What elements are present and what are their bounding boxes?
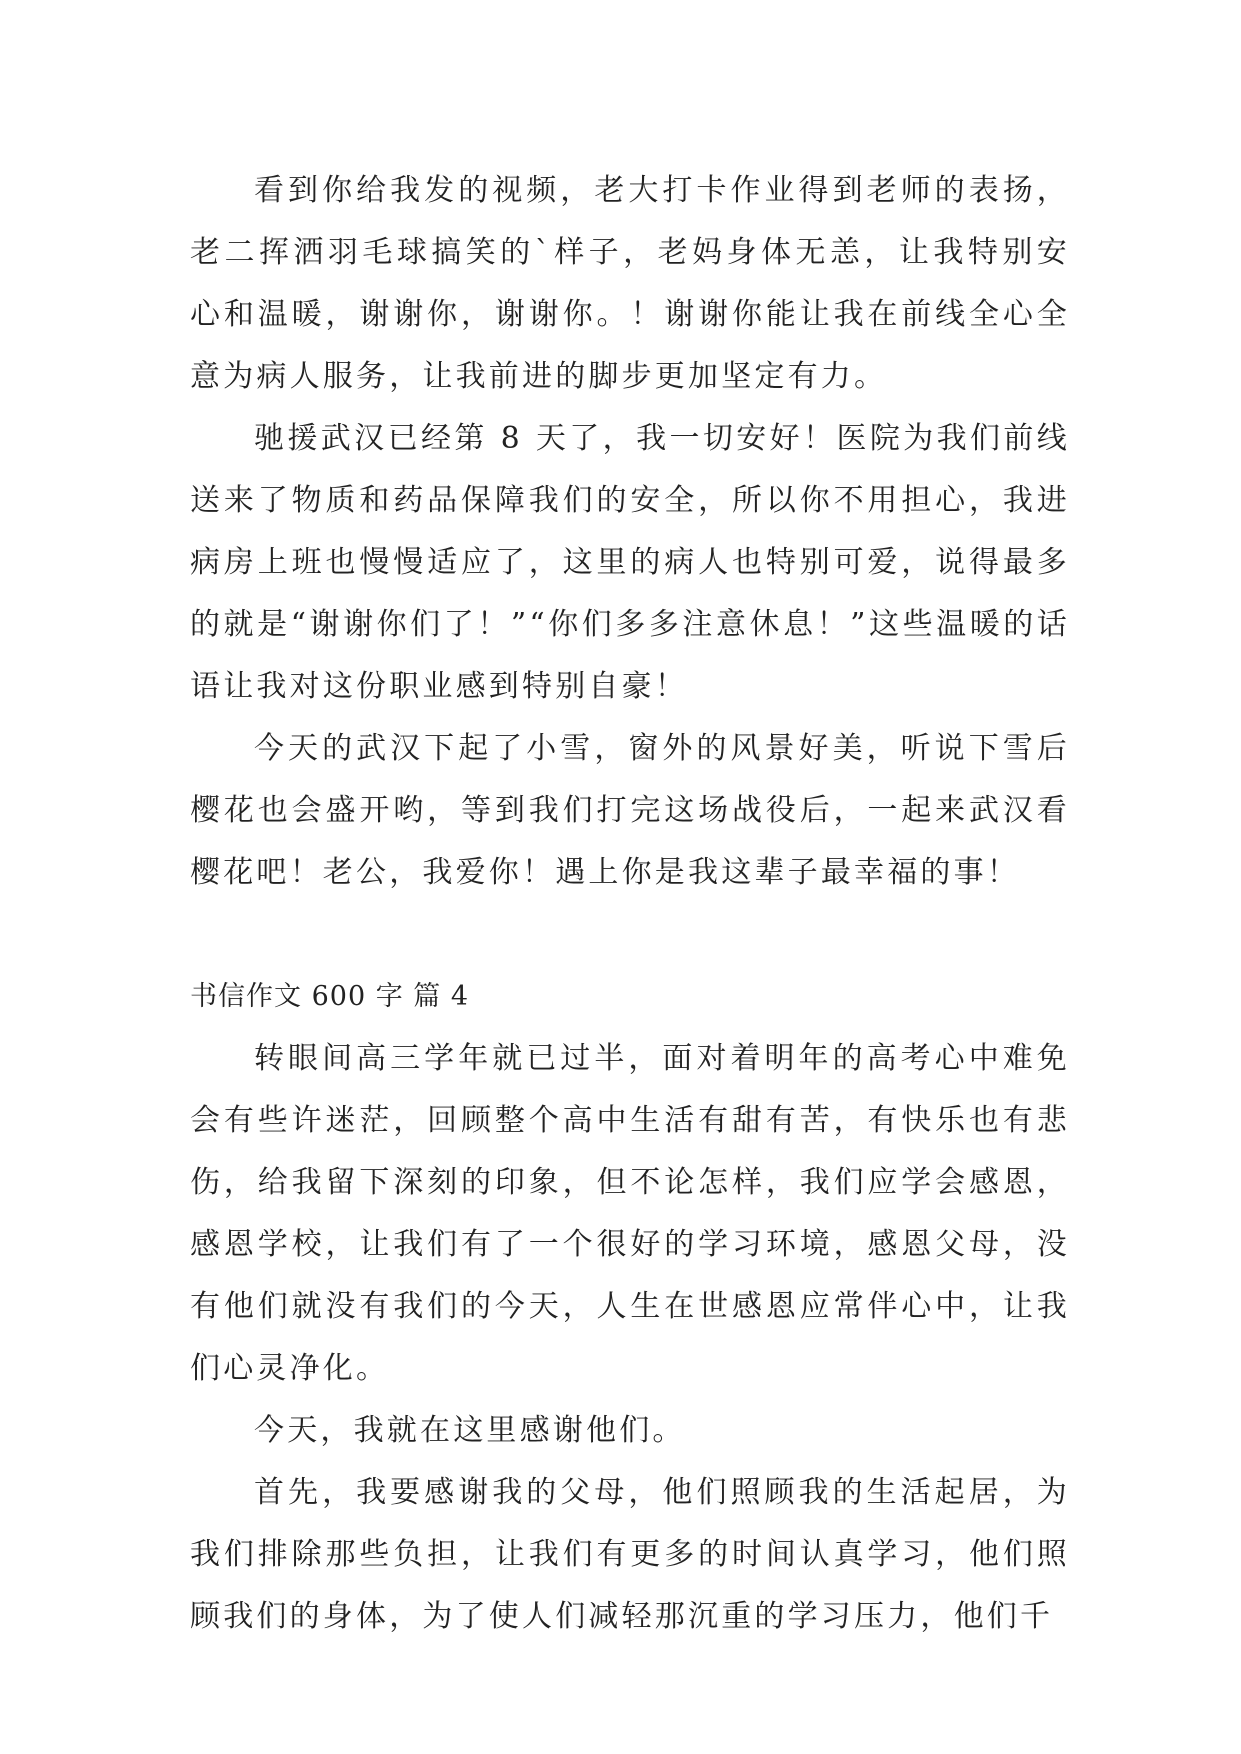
paragraph-video-thanks: 看到你给我发的视频，老大打卡作业得到老师的表扬，老二挥洒羽毛球搞笑的`样子，老妈身体无恙，让我特别安心和温暖，谢谢你，谢谢你。！谢谢你能让我在前线全心全意为病人服务，让我前进的脚步更加坚定有力。 [190, 173, 1070, 394]
section-spacer [190, 904, 1070, 966]
document-body [190, 160, 1070, 1648]
paragraph-thank-parents: 首先，我要感谢我的父母，他们照顾我的生活起居，为我们排除那些负担，让我们有更多的时间认真学习，他们照顾我们的身体，为了使人们减轻那沉重的学习压力，他们千 [190, 1475, 1070, 1634]
paragraph-wuhan-day-8: 驰援武汉已经第 8 天了，我一切安好！医院为我们前线送来了物质和药品保障我们的安全，所以你不用担心，我进病房上班也慢慢适应了，这里的病人也特别可爱，说得最多的就是“谢谢你们了！”“你们多多注意休息！”这些温暖的话语让我对这份职业感到特别自豪！ [190, 421, 1070, 704]
paragraph-senior-year: 转眼间高三学年就已过半，面对着明年的高考心中难免会有些许迷茫，回顾整个高中生活有甜有苦，有快乐也有悲伤，给我留下深刻的印象，但不论怎样，我们应学会感恩，感恩学校，让我们有了一个很好的学习环境，感恩父母，没有他们就没有我们的今天，人生在世感恩应常伴心中，让我们心灵净化。 [190, 1041, 1070, 1386]
paragraph-thank-them: 今天，我就在这里感谢他们。 [254, 1413, 686, 1448]
section-heading: 书信作文 600 字 篇 4 [190, 981, 470, 1012]
paragraph-snow-cherry-blossoms: 今天的武汉下起了小雪，窗外的风景好美，听说下雪后樱花也会盛开哟，等到我们打完这场战役后，一起来武汉看樱花吧！老公，我爱你！遇上你是我这辈子最幸福的事！ [190, 731, 1070, 890]
